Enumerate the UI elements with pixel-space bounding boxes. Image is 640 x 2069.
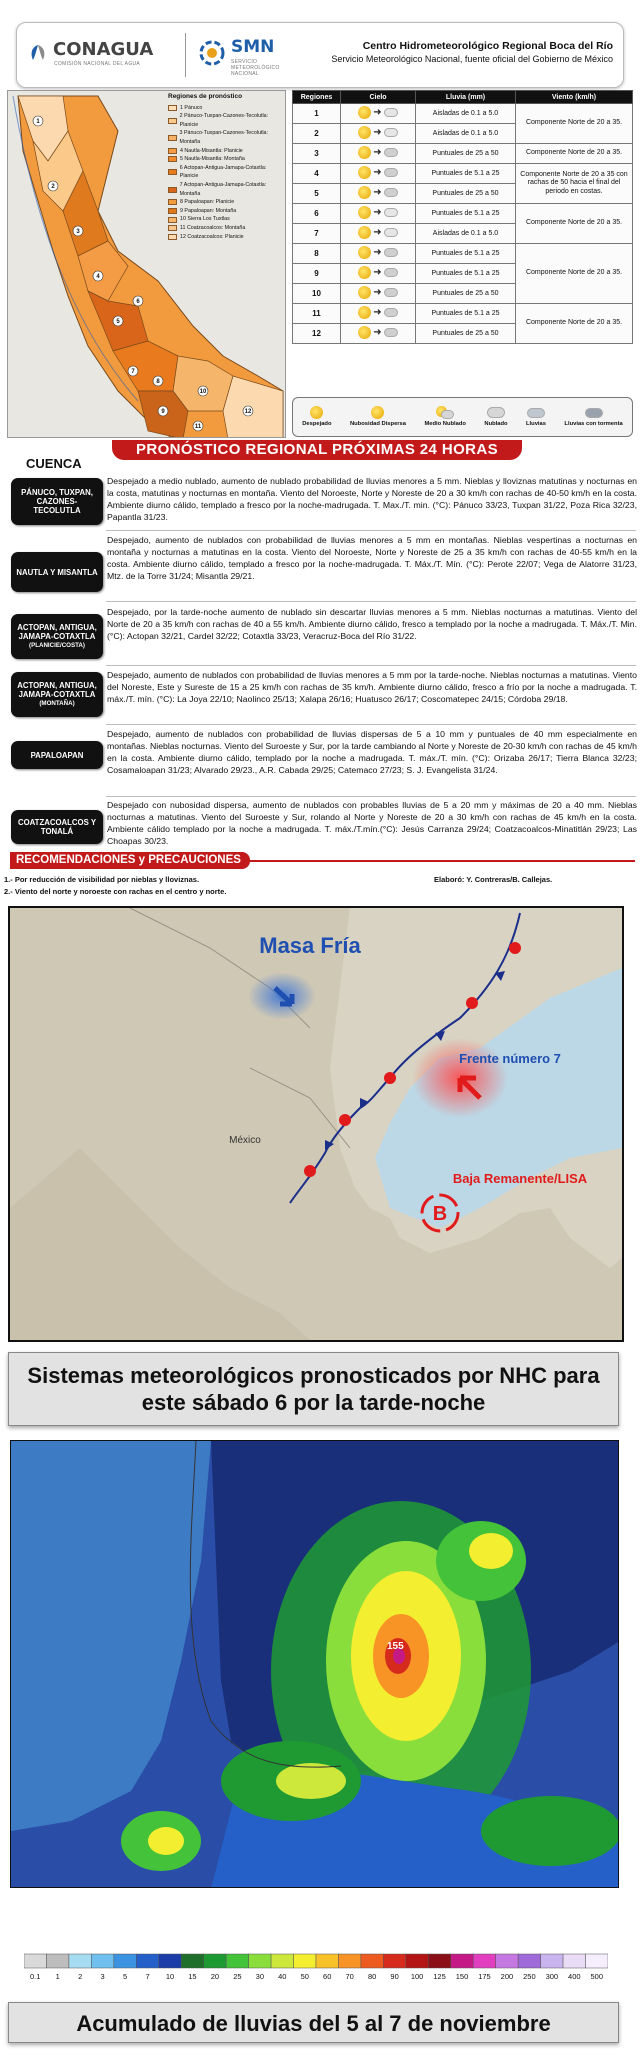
conagua-logo-icon: [27, 43, 49, 65]
rain-cell: Aisladas de 0.1 a 5.0: [416, 224, 516, 244]
legend-label: 12 Coatzacoalcos: Planicie: [180, 233, 244, 240]
synoptic-map-drawing: [10, 908, 622, 1340]
sun-to-cloud-icon: ➜: [358, 106, 397, 119]
scale-color-bin: [24, 1954, 46, 1968]
scale-tick-label: 10: [165, 1972, 175, 1981]
scale-color-bin: [159, 1954, 181, 1968]
basin-text-actopan-montana: Despejado, aumento de nublados con probabilidad de lluvias menores a 5 mm por la tarde-noche. Nieblas nocturnas a matutinas. Viento del Noreste, Este y Sureste de 15 a 25 km/h con rachas de 35 km/h. Ambiente diurno cálido, fresco a frío por la noche a madrugada. T. máx./T. mín. (°C): La Joya 22/10; Naolinco 25/13; Xalapa 26/16; Huatusco 26/17; Coscomatepec 24/15; Córdoba 29/18.: [107, 670, 637, 704]
region-cell: 4: [293, 164, 341, 184]
sky-cell: [341, 284, 416, 304]
sky-cell: [341, 104, 416, 124]
sun-to-cloud-icon: ➜: [358, 286, 397, 299]
region-number: 5: [116, 319, 120, 325]
scale-color-bin: [473, 1954, 495, 1968]
wind-cell: Componente Norte de 20 a 35 con rachas de 50 hacia el final del periodo en costas.: [516, 164, 633, 204]
map-legend-item: [168, 112, 283, 129]
scale-tick-label: 20: [210, 1972, 220, 1981]
scale-tick-label: 5: [122, 1972, 128, 1981]
synoptic-caption-box: [8, 1352, 619, 1426]
sun-to-cloud-icon: ➜: [358, 246, 397, 259]
legend-label: 4 Nautla-Misantla: Planicie: [180, 147, 243, 154]
scale-tick-label: 250: [523, 1972, 536, 1981]
rain-cell: Puntuales de 5.1 a 25: [416, 264, 516, 284]
basin-label-papaloapan: [11, 741, 103, 769]
wind-cell: Componente Norte de 20 a 35.: [516, 104, 633, 144]
scale-color-bin: [586, 1954, 608, 1968]
basin-text-coatzacoalcos: Despejado con nubosidad dispersa, aumento de nublados con probables lluvias de 5 a 20 mm y máximas de 20 a 40 mm. Nieblas nocturnas a matutinas. Viento del Suroeste y Sur, rolando al Norte y Noreste de 20 a 30 km/h con rachas de 45 km/h en la costa. Ambiente cálido templado por la noche a madrugada. T. máx./T.mín.(°C): Jesús Carranza 29/24; Coatzacoalcos-Minatitlán 29/23; Las Choapas 30/23.: [107, 800, 637, 846]
rainfall-caption: Acumulado de lluvias del 5 al 7 de noviembre: [76, 2011, 551, 2036]
map-legend-item: [168, 233, 283, 242]
scale-tick-label: 40: [278, 1972, 287, 1981]
sky-cell: [341, 124, 416, 144]
cuenca-heading: CUENCA: [26, 456, 82, 471]
rainfall-map-drawing: [11, 1441, 619, 1888]
scale-color-bin: [451, 1954, 473, 1968]
scale-tick-label: 60: [323, 1972, 332, 1981]
region-number: 10: [199, 389, 207, 395]
rain-cell: Puntuales de 5.1 a 25: [416, 304, 516, 324]
logo-divider: [185, 33, 186, 77]
sky-legend-label: Lluvias con tormenta: [564, 421, 623, 428]
table-row: [293, 104, 633, 124]
basin-text-actopan-planicie: Despejado, por la tarde-noche aumento de nublado sin descartar lluvias menores a 5 mm. Nieblas nocturnas a matutinas. Viento del Norte de 20 a 35 km/h con rachas de 40 a 55 km/h. Ambiente diurno cálido, fresco a templado por la noche a madrugada. T. Máx./T. Min. (°C): Actopan 32/21, Cardel 32/22; Cotaxtla 33/23, Veracruz-Boca del Río 31/22.: [107, 607, 637, 641]
legend-swatch: [168, 169, 177, 175]
center-subtitle: Servicio Meteorológico Nacional, fuente oficial del Gobierno de México: [331, 54, 613, 64]
table-row: [293, 204, 633, 224]
scale-color-bin: [46, 1954, 68, 1968]
scale-tick-label: 80: [367, 1972, 377, 1981]
legend-label: 10 Sierra Los Tuxtlas: [180, 216, 230, 223]
map-legend: [168, 93, 283, 241]
col-header-rain: Lluvia (mm): [416, 91, 516, 104]
sky-legend-label: Medio Nublado: [424, 421, 466, 428]
sky-cell: [341, 244, 416, 264]
recommendation-item: 1.- Por reducción de visibilidad por nieblas y lloviznas.: [4, 875, 200, 884]
map-legend-item: [168, 181, 283, 198]
scale-color-bin: [496, 1954, 518, 1968]
rain-cell: Puntuales de 5.1 a 25: [416, 204, 516, 224]
map-legend-item: [168, 147, 283, 156]
sky-legend-storm: [564, 406, 622, 428]
scale-color-bin: [204, 1954, 226, 1968]
map-legend-item: [168, 155, 283, 164]
rain-scale-labels: [24, 1972, 608, 1982]
region-number: 1: [36, 119, 40, 125]
region-number: 6: [136, 299, 140, 305]
conagua-wordmark: CONAGUA: [53, 39, 154, 60]
scale-tick-label: 70: [345, 1972, 354, 1981]
sky-cell: [341, 324, 416, 344]
basin-separator: [106, 601, 636, 602]
scale-tick-label: 90: [390, 1972, 399, 1981]
table-row: [293, 304, 633, 324]
region-cell: 7: [293, 224, 341, 244]
sky-legend-label: Nubosidad Dispersa: [349, 421, 407, 428]
scale-tick-label: 0.1: [30, 1972, 41, 1981]
region-number: 9: [161, 409, 165, 415]
region-cell: 12: [293, 324, 341, 344]
basin-name: PAPALOAPAN: [30, 750, 84, 760]
region-number: 12: [244, 409, 252, 415]
region-cell: 2: [293, 124, 341, 144]
region-cell: 11: [293, 304, 341, 324]
basin-text-papaloapan: Despejado, aumento de nublados con probabilidad de lluvias dispersas de 5 a 10 mm y puntuales de 40 mm especialmente en montañas. Nieblas nocturnas. Viento del Suroeste y Sur, por la tarde cambiando al Norte y Noreste de 20-30 km/h con rachas de 45 km/h en la costa. Ambiente diurno cálido, templado por la noche a madrugada. T. máx./T. mín. (°C): Orizaba 26/17; Tierra Blanca 32/23; Cosamaloapan 31/23; Alvarado 29/23., A.R. Cabada 29/25; Catemaco 27/23; S. J. Evangelista 31/24.: [107, 729, 637, 775]
basin-subname: (PLANICIE/COSTA): [29, 642, 85, 649]
sun-icon: [308, 406, 326, 419]
basin-text-nautla: Despejado, aumento de nublados con probabilidad de lluvias menores a 5 mm en montañas. Nieblas vespertinas a nocturnas en montaña y nocturnas a matutinas en la costa. Viento del Noroeste, Norte y Noreste de 25 a 35 km/h con rachas de 40-55 km/h en la costa. Ambiente diurno cálido, templado a fresco por la noche-madrugada. T. Máx./T. Mín. (°C): Perote 22/07; Vega de Alatorre 31/23, Mtz. de la Torre 31/24; Misantla 29/21.: [107, 535, 637, 581]
rain-cloud-icon: [527, 406, 545, 419]
sky-legend: [292, 397, 633, 437]
scale-color-bin: [361, 1954, 383, 1968]
low-pressure-label: B: [432, 1203, 448, 1225]
legend-swatch: [168, 225, 177, 231]
legend-label: 9 Papaloapan: Montaña: [180, 207, 237, 214]
legend-swatch: [168, 187, 177, 193]
map-legend-item: [168, 104, 283, 113]
table-header-row: [293, 91, 633, 104]
legend-swatch: [168, 208, 177, 214]
map-legend-item: [168, 207, 283, 216]
basin-subname: (MONTAÑA): [39, 700, 75, 707]
map-legend-list: [168, 104, 283, 242]
sun-to-cloud-icon: ➜: [358, 226, 397, 239]
sky-cell: [341, 184, 416, 204]
region-cell: 10: [293, 284, 341, 304]
scale-color-bin: [181, 1954, 203, 1968]
scale-color-bin: [518, 1954, 540, 1968]
sky-legend-rain: [526, 406, 546, 428]
scale-color-bin: [316, 1954, 338, 1968]
legend-swatch: [168, 148, 177, 154]
sun-to-cloud-icon: ➜: [358, 126, 397, 139]
scale-tick-label: 150: [455, 1972, 469, 1981]
scale-color-bin: [114, 1954, 136, 1968]
sky-cell: [341, 304, 416, 324]
legend-swatch: [168, 199, 177, 205]
center-title: Centro Hidrometeorológico Regional Boca del Río: [362, 40, 613, 52]
legend-swatch: [168, 217, 177, 223]
legend-swatch: [168, 156, 177, 162]
sun-small-cloud-icon: [369, 406, 387, 419]
rain-cell: Puntuales de 5.1 a 25: [416, 244, 516, 264]
legend-label: 3 Pánuco-Tuxpan-Cazones-Tecolutla: Montaña: [179, 130, 268, 145]
rainfall-caption-box: [8, 2002, 619, 2043]
legend-label: 7 Actopan-Antigua-Jamapa-Cotaxtla: Montaña: [179, 181, 267, 197]
rain-cell: Puntuales de 5.1 a 25: [416, 164, 516, 184]
col-header-wind: Viento (km/h): [516, 91, 633, 104]
basin-label-nautla: [11, 552, 103, 592]
scale-color-bin: [338, 1954, 360, 1968]
rain-cell: Aisladas de 0.1 a 5.0: [416, 124, 516, 144]
legend-label: 1 Pánuco: [180, 104, 203, 111]
scale-tick-label: 300: [545, 1972, 559, 1981]
scale-tick-label: 7: [145, 1972, 150, 1981]
scale-tick-label: 200: [500, 1972, 514, 1981]
forecast-table: [292, 90, 633, 344]
smn-logo-icon: [197, 38, 227, 68]
sky-cell: [341, 224, 416, 244]
smn-wordmark: SMN: [231, 37, 275, 57]
scale-tick-label: 50: [300, 1972, 309, 1981]
col-header-regions: Regiones: [293, 91, 341, 104]
scale-color-bin: [91, 1954, 113, 1968]
rain-cell: Aisladas de 0.1 a 5.0: [416, 104, 516, 124]
scale-color-bin: [226, 1954, 248, 1968]
basin-separator: [106, 724, 636, 725]
front-label: Frente número 7: [459, 1051, 561, 1066]
scale-tick-label: 1: [55, 1972, 60, 1981]
basin-separator: [106, 796, 636, 797]
basin-name: COATZACOALCOS Y TONALÁ: [17, 818, 97, 836]
legend-swatch: [168, 234, 177, 240]
table-row: [293, 164, 633, 184]
rain-peak-label: 155: [387, 1641, 404, 1652]
scale-tick-label: 175: [478, 1972, 491, 1981]
sun-to-cloud-icon: ➜: [358, 326, 397, 339]
wind-cell: Componente Norte de 20 a 35.: [516, 204, 633, 244]
scale-color-bin: [294, 1954, 316, 1968]
scale-color-bin: [541, 1954, 563, 1968]
basin-label-coatzacoalcos: [11, 810, 103, 844]
scale-tick-label: 15: [188, 1972, 197, 1981]
scale-tick-label: 400: [568, 1972, 581, 1981]
scale-tick-label: 25: [233, 1972, 242, 1981]
region-cell: 6: [293, 204, 341, 224]
header-banner: [16, 22, 624, 88]
author-credit: Elaboró: Y. Contreras/B. Callejas.: [434, 875, 553, 884]
map-legend-item: [168, 129, 283, 146]
sky-cell: [341, 264, 416, 284]
region-number: 3: [76, 229, 80, 235]
legend-label: 2 Pánuco-Tuxpan-Cazones-Tecolutla: Planicie: [179, 113, 269, 128]
region-number: 2: [51, 184, 55, 190]
smn-subtitle: SERVICIO METEOROLÓGICO NACIONAL: [231, 59, 280, 77]
region-number: 8: [156, 379, 160, 385]
sky-cell: [341, 204, 416, 224]
sky-cell: [341, 164, 416, 184]
synoptic-map: [8, 906, 624, 1342]
conagua-subtitle: COMISIÓN NACIONAL DEL AGUA: [54, 61, 141, 67]
sky-cell: [341, 144, 416, 164]
forecast-title-bar: PRONÓSTICO REGIONAL PRÓXIMAS 24 HORAS: [112, 440, 522, 460]
scale-tick-label: 100: [410, 1972, 424, 1981]
legend-label: 6 Actopan-Antigua-Jamapa-Cotaxtla: Planicie: [179, 164, 267, 180]
basin-text-panuco: Despejado a medio nublado, aumento de nublado probabilidad de lluvias menores a 5 mm. Nieblas y lloviznas matutinas y nocturnas en la costa, matutinas y nocturnas en montaña. Viento del Noroeste, Norte y Noreste de 20 a 30 km/h con rachas de 40-50 km/h en la costa. Ambiente diurno cálido, templado a fresco por la noche-madrugada. T. Max./T. min. (°C): Pánuco 33/23, Tuxpan 31/22, Poza Rica 32/23, Papantla 31/23.: [107, 476, 637, 522]
sky-legend-partly: [424, 406, 466, 428]
sun-to-cloud-icon: ➜: [358, 266, 397, 279]
scale-color-bin: [249, 1954, 271, 1968]
legend-swatch: [168, 118, 177, 124]
sun-to-cloud-icon: ➜: [358, 166, 397, 179]
col-header-sky: Cielo: [341, 91, 416, 104]
basin-name: ACTOPAN, ANTIGUA, JAMAPA-COTAXTLA: [17, 681, 97, 699]
recommendations-rule: [250, 860, 635, 862]
legend-swatch: [168, 135, 177, 141]
map-legend-item: [168, 215, 283, 224]
scale-tick-label: 125: [433, 1972, 446, 1981]
basin-name: ACTOPAN, ANTIGUA, JAMAPA-COTAXTLA: [17, 623, 97, 641]
scale-color-bin: [428, 1954, 450, 1968]
scale-tick-label: 30: [255, 1972, 264, 1981]
rain-color-scale: [24, 1952, 608, 1970]
remnant-low-label: Baja Remanente/LISA: [452, 1171, 588, 1186]
basin-label-panuco: [11, 478, 103, 525]
sky-legend-label: Despejado: [302, 421, 332, 428]
table-row: [293, 244, 633, 264]
recommendations-bar: RECOMENDACIONES y PRECAUCIONES: [10, 852, 250, 869]
cold-mass-label: Masa Fría: [259, 933, 361, 958]
sky-legend-cloudy: [484, 406, 507, 428]
region-cell: 3: [293, 144, 341, 164]
region-number: 11: [194, 424, 202, 430]
region-cell: 8: [293, 244, 341, 264]
map-legend-item: [168, 224, 283, 233]
wind-cell: Componente Norte de 20 a 35.: [516, 144, 633, 164]
scale-color-bin: [69, 1954, 91, 1968]
rainfall-map: [10, 1440, 619, 1888]
legend-label: 8 Papaloapan: Planicie: [180, 199, 235, 206]
recommendation-item: 2.- Viento del norte y noroeste con rachas en el centro y norte.: [4, 887, 227, 896]
mexico-label: México: [229, 1135, 261, 1146]
region-number: 4: [96, 274, 100, 280]
sky-legend-scattered: [350, 406, 406, 428]
scale-tick-label: 2: [78, 1972, 83, 1981]
sun-to-cloud-icon: ➜: [358, 146, 397, 159]
legend-label: 5 Nautla-Misantla: Montaña: [180, 156, 245, 163]
map-legend-item: [168, 198, 283, 207]
basin-separator: [106, 530, 636, 531]
table-row: [293, 144, 633, 164]
scale-color-bin: [136, 1954, 158, 1968]
scale-tick-label: 500: [590, 1972, 604, 1981]
sun-to-cloud-icon: ➜: [358, 186, 397, 199]
wind-cell: Componente Norte de 20 a 35.: [516, 304, 633, 344]
basin-separator: [106, 665, 636, 666]
scale-tick-label: 3: [100, 1972, 105, 1981]
region-cell: 9: [293, 264, 341, 284]
rain-cell: Puntuales de 25 a 50: [416, 144, 516, 164]
region-cell: 1: [293, 104, 341, 124]
scale-color-bin: [383, 1954, 405, 1968]
sky-legend-label: Lluvias: [526, 421, 546, 428]
scale-color-bin: [563, 1954, 585, 1968]
cloud-icon: [487, 406, 505, 419]
storm-cloud-icon: [585, 406, 603, 419]
region-cell: 5: [293, 184, 341, 204]
map-legend-item: [168, 164, 283, 181]
basin-label-actopan-montana: [11, 672, 103, 717]
scale-color-bin: [271, 1954, 293, 1968]
synoptic-caption: Sistemas meteorológicos pronosticados por NHC para este sábado 6 por la tarde-noche: [27, 1363, 600, 1415]
legend-swatch: [168, 105, 177, 111]
sun-cloud-icon: [436, 406, 454, 419]
rain-cell: Puntuales de 25 a 50: [416, 284, 516, 304]
rain-cell: Puntuales de 25 a 50: [416, 184, 516, 204]
sky-legend-label: Nublado: [484, 421, 508, 428]
legend-label: 11 Coatzacoalcos: Montaña: [180, 224, 246, 231]
sun-to-cloud-icon: ➜: [358, 206, 397, 219]
map-legend-title: Regiones de pronóstico: [168, 93, 243, 100]
basin-name: NAUTLA Y MISANTLA: [16, 567, 98, 577]
sun-to-cloud-icon: ➜: [358, 306, 397, 319]
sky-legend-clear: [302, 406, 331, 428]
scale-color-bin: [406, 1954, 428, 1968]
basin-name: PÁNUCO, TUXPAN, CAZONES-TECOLUTLA: [21, 488, 93, 515]
rain-cell: Puntuales de 25 a 50: [416, 324, 516, 344]
basin-label-actopan-planicie: [11, 614, 103, 659]
region-number: 7: [131, 369, 135, 375]
wind-cell: Componente Norte de 20 a 35.: [516, 244, 633, 304]
